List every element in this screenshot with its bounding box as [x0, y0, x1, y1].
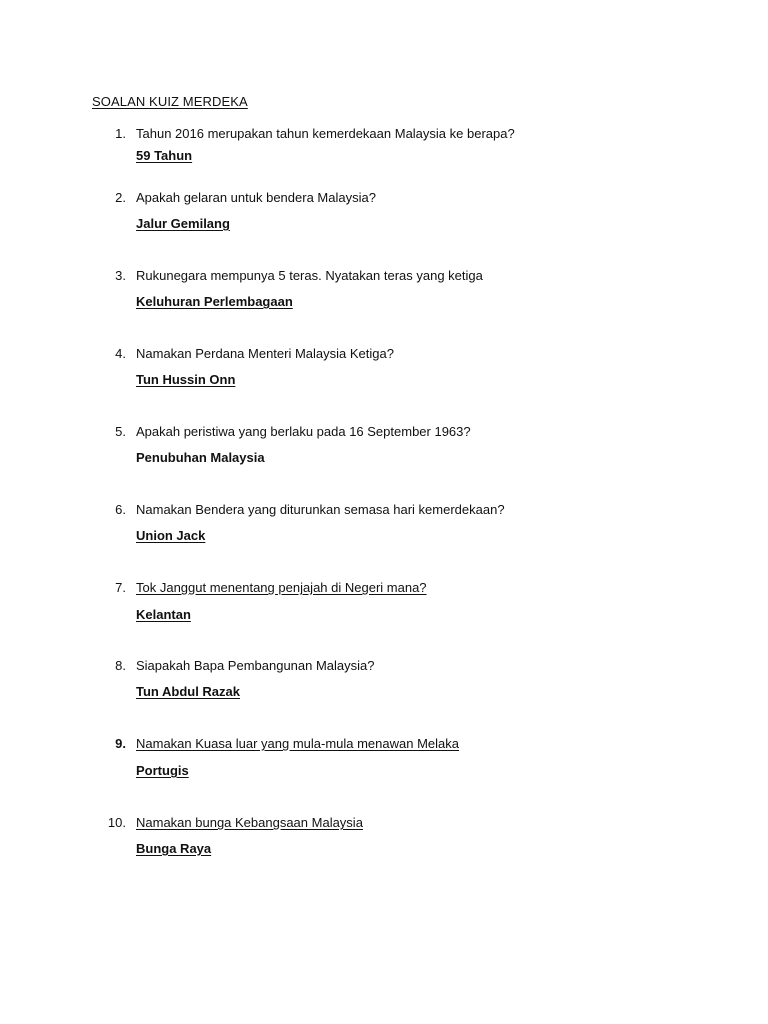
- item-number: 7.: [115, 580, 126, 595]
- item-number: 1.: [115, 126, 126, 141]
- question-text: Apakah gelaran untuk bendera Malaysia?: [136, 190, 376, 205]
- question-text: Siapakah Bapa Pembangunan Malaysia?: [136, 658, 375, 673]
- quiz-item-2: [0, 190, 768, 240]
- item-number: 10.: [107, 815, 126, 830]
- question-text: Rukunegara mempunya 5 teras. Nyatakan teras yang ketiga: [136, 268, 483, 283]
- answer-text: Jalur Gemilang: [136, 216, 230, 231]
- answer-text: Tun Abdul Razak: [136, 684, 240, 699]
- quiz-item-1: [0, 126, 768, 176]
- quiz-item-6: [0, 502, 768, 552]
- item-number: 4.: [115, 346, 126, 361]
- item-number: 5.: [115, 424, 126, 439]
- answer-text: Portugis: [136, 763, 189, 778]
- item-number: 2.: [115, 190, 126, 205]
- quiz-item-5: [0, 424, 768, 474]
- page-title: SOALAN KUIZ MERDEKA: [92, 94, 248, 109]
- item-number: 9.: [115, 736, 126, 751]
- quiz-item-10: [0, 815, 768, 865]
- answer-text: Bunga Raya: [136, 841, 212, 856]
- question-text: Namakan Perdana Menteri Malaysia Ketiga?: [136, 346, 394, 361]
- answer-text: Tun Hussin Onn: [136, 372, 236, 387]
- question-text: Namakan Bendera yang diturunkan semasa hari kemerdekaan?: [136, 502, 505, 517]
- question-text: Apakah peristiwa yang berlaku pada 16 September 1963?: [136, 424, 471, 439]
- question-text: Namakan bunga Kebangsaan Malaysia: [136, 815, 363, 830]
- answer-text: Kelantan: [136, 607, 191, 622]
- question-text: Tok Janggut menentang penjajah di Negeri mana?: [136, 580, 427, 595]
- item-number: 3.: [115, 268, 126, 283]
- quiz-item-7: [0, 580, 768, 630]
- quiz-item-4: [0, 346, 768, 396]
- question-text: Namakan Kuasa luar yang mula-mula menawan Melaka: [136, 736, 459, 751]
- answer-text: Keluhuran Perlembagaan: [136, 294, 293, 309]
- answer-text: 59 Tahun: [136, 148, 193, 163]
- quiz-item-3: [0, 268, 768, 318]
- answer-text: Penubuhan Malaysia: [136, 450, 265, 465]
- item-number: 8.: [115, 658, 126, 673]
- item-number: 6.: [115, 502, 126, 517]
- answer-text: Union Jack: [136, 528, 206, 543]
- quiz-item-9: [0, 736, 768, 786]
- quiz-item-8: [0, 658, 768, 708]
- question-text: Tahun 2016 merupakan tahun kemerdekaan Malaysia ke berapa?: [136, 126, 515, 141]
